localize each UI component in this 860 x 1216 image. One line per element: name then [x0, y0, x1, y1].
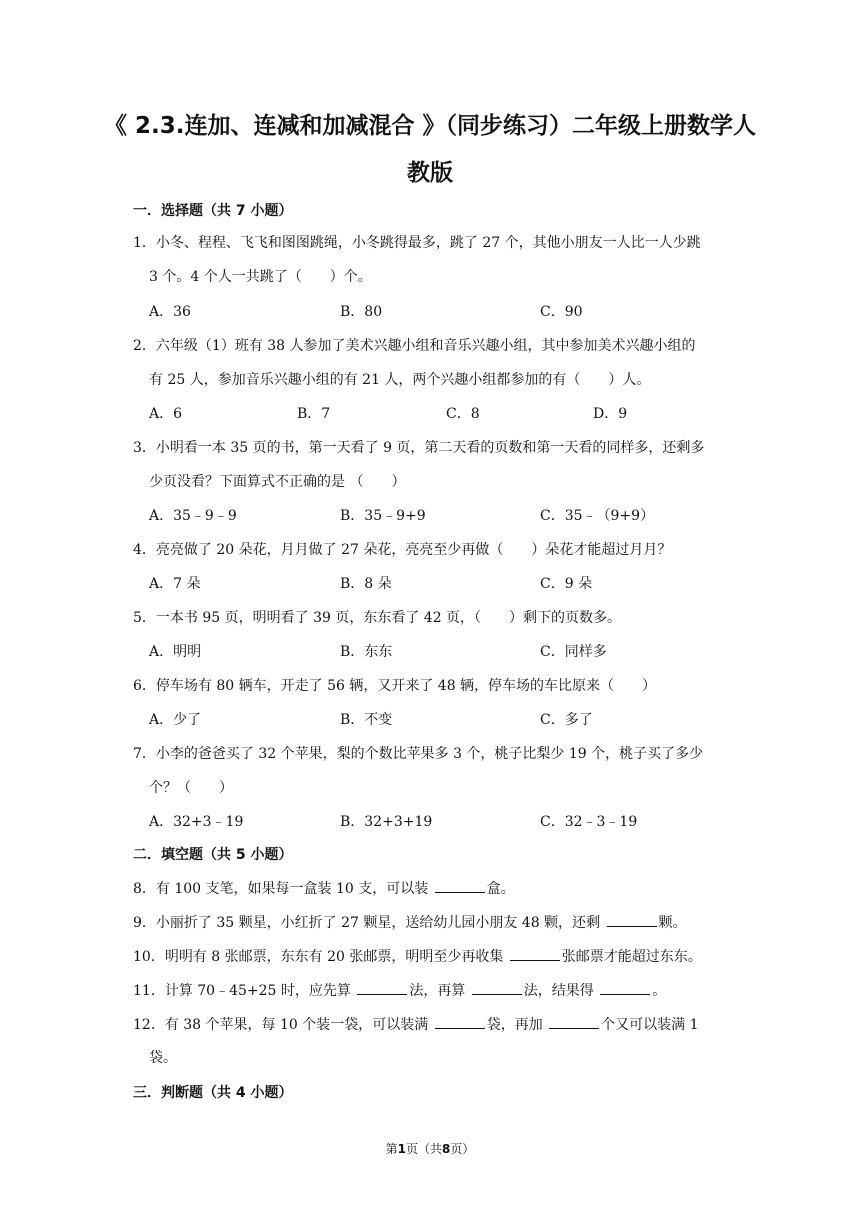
question-6-option-b: B．不变: [340, 712, 393, 728]
answer-blank[interactable]: [607, 912, 657, 927]
question-11-text-c: 法，结果得: [523, 983, 599, 999]
question-10: [133, 946, 702, 967]
section-heading-choice: 一．选择题（共 7 小题）: [133, 203, 293, 219]
question-9-text-b: 颗。: [658, 915, 687, 931]
answer-blank[interactable]: [357, 980, 407, 995]
question-12-text-a: 12．有 38 个苹果，每 10 个装一袋，可以装满: [133, 1017, 433, 1033]
question-1-line2: 3 个。4 个人一共跳了（ ）个。: [149, 269, 372, 285]
question-1-option-b: B．80: [340, 304, 383, 320]
question-2-line2: 有 25 人，参加音乐兴趣小组的有 21 人，两个兴趣小组都参加的有（ ）人。: [149, 372, 651, 388]
question-8-text-b: 盒。: [486, 881, 515, 897]
answer-blank[interactable]: [435, 1014, 485, 1029]
question-7-line2: 个？（ ）: [149, 780, 233, 796]
section-heading-judge: 三．判断题（共 4 小题）: [133, 1085, 293, 1101]
question-12-text-c: 个又可以装满 1: [601, 1017, 699, 1033]
question-3-option-a: A．35﹣9﹣9: [149, 508, 237, 524]
question-7-option-a: A．32+3﹣19: [149, 814, 244, 830]
question-5-option-a: A．明明: [149, 644, 202, 660]
question-1-option-c: C．90: [540, 304, 583, 320]
question-8-text-a: 8．有 100 支笔，如果每一盒装 10 支，可以装: [133, 881, 433, 897]
question-3-option-c: C．35﹣（9+9）: [540, 508, 655, 524]
footer-middle: 页（共: [405, 1142, 442, 1156]
question-3-option-b: B．35﹣9+9: [340, 508, 426, 524]
question-4-option-a: A．7 朵: [149, 576, 201, 592]
footer-total-pages: 8: [442, 1142, 451, 1156]
question-11-text-d: 。: [652, 983, 667, 999]
answer-blank[interactable]: [510, 946, 560, 961]
footer-suffix: 页）: [450, 1142, 475, 1156]
question-10-text-b: 张邮票才能超过东东。: [561, 949, 702, 965]
question-6-line1: 6．停车场有 80 辆车，开走了 56 辆，又开来了 48 辆，停车场的车比原来（ ）: [133, 678, 657, 694]
question-11-text-a: 11．计算 70﹣45+25 时，应先算: [133, 983, 356, 999]
question-3-line2: 少页没看？下面算式不正确的是 （ ）: [149, 474, 406, 490]
question-4-option-b: B．8 朵: [340, 576, 392, 592]
section-heading-fill: 二．填空题（共 5 小题）: [133, 847, 293, 863]
question-3-line1: 3．小明看一本 35 页的书，第一天看了 9 页，第二天看的页数和第一天看的同样多，还剩多: [133, 440, 705, 456]
question-1-option-a: A．36: [149, 304, 191, 320]
question-9-text-a: 9．小丽折了 35 颗星，小红折了 27 颗星，送给幼儿园小朋友 48 颗，还剩: [133, 915, 605, 931]
question-4-option-c: C．9 朵: [540, 576, 593, 592]
question-7-option-b: B．32+3+19: [340, 814, 433, 830]
question-12-line1: [133, 1014, 699, 1035]
document-title-line2: 教版: [407, 160, 453, 186]
question-10-text-a: 10．明明有 8 张邮票，东东有 20 张邮票，明明至少再收集: [133, 949, 508, 965]
question-2-option-b: B．7: [297, 406, 331, 422]
document-title-line1: 《 2.3.连加、连减和加减混合 》（同步练习）二年级上册数学人: [104, 113, 756, 139]
question-6-option-a: A．少了: [149, 712, 202, 728]
answer-blank[interactable]: [549, 1014, 599, 1029]
question-4-line1: 4．亮亮做了 20 朵花，月月做了 27 朵花，亮亮至少再做（ ）朵花才能超过月月？: [133, 542, 672, 558]
answer-blank[interactable]: [472, 980, 522, 995]
footer-prefix: 第: [385, 1142, 398, 1156]
question-1-line1: 1．小冬、程程、飞飞和图图跳绳，小冬跳得最多，跳了 27 个，其他小朋友一人比一人少跳: [133, 235, 701, 251]
question-2-option-a: A．6: [149, 406, 183, 422]
question-2-option-c: C．8: [446, 406, 480, 422]
question-6-option-c: C．多了: [540, 712, 593, 728]
question-2-option-d: D．9: [593, 406, 628, 422]
question-12-text-b: 袋，再加: [486, 1017, 548, 1033]
question-9: [133, 912, 687, 933]
question-5-option-c: C．同样多: [540, 644, 607, 660]
question-7-option-c: C．32﹣3﹣19: [540, 814, 638, 830]
question-5-option-b: B．东东: [340, 644, 393, 660]
question-12-line2: 袋。: [149, 1050, 177, 1066]
answer-blank[interactable]: [600, 980, 650, 995]
question-2-line1: 2．六年级（1）班有 38 人参加了美术兴趣小组和音乐兴趣小组，其中参加美术兴趣小组的: [133, 338, 696, 354]
footer-page-number: 1: [397, 1142, 406, 1156]
question-8: [133, 878, 515, 899]
question-5-line1: 5．一本书 95 页，明明看了 39 页，东东看了 42 页，（ ）剩下的页数多。: [133, 610, 622, 626]
answer-blank[interactable]: [435, 878, 485, 893]
question-7-line1: 7．小李的爸爸买了 32 个苹果，梨的个数比苹果多 3 个，桃子比梨少 19 个，桃子买了多少: [133, 746, 704, 762]
question-11: [133, 980, 666, 1001]
question-11-text-b: 法，再算: [409, 983, 470, 999]
page-footer: [330, 1141, 530, 1157]
